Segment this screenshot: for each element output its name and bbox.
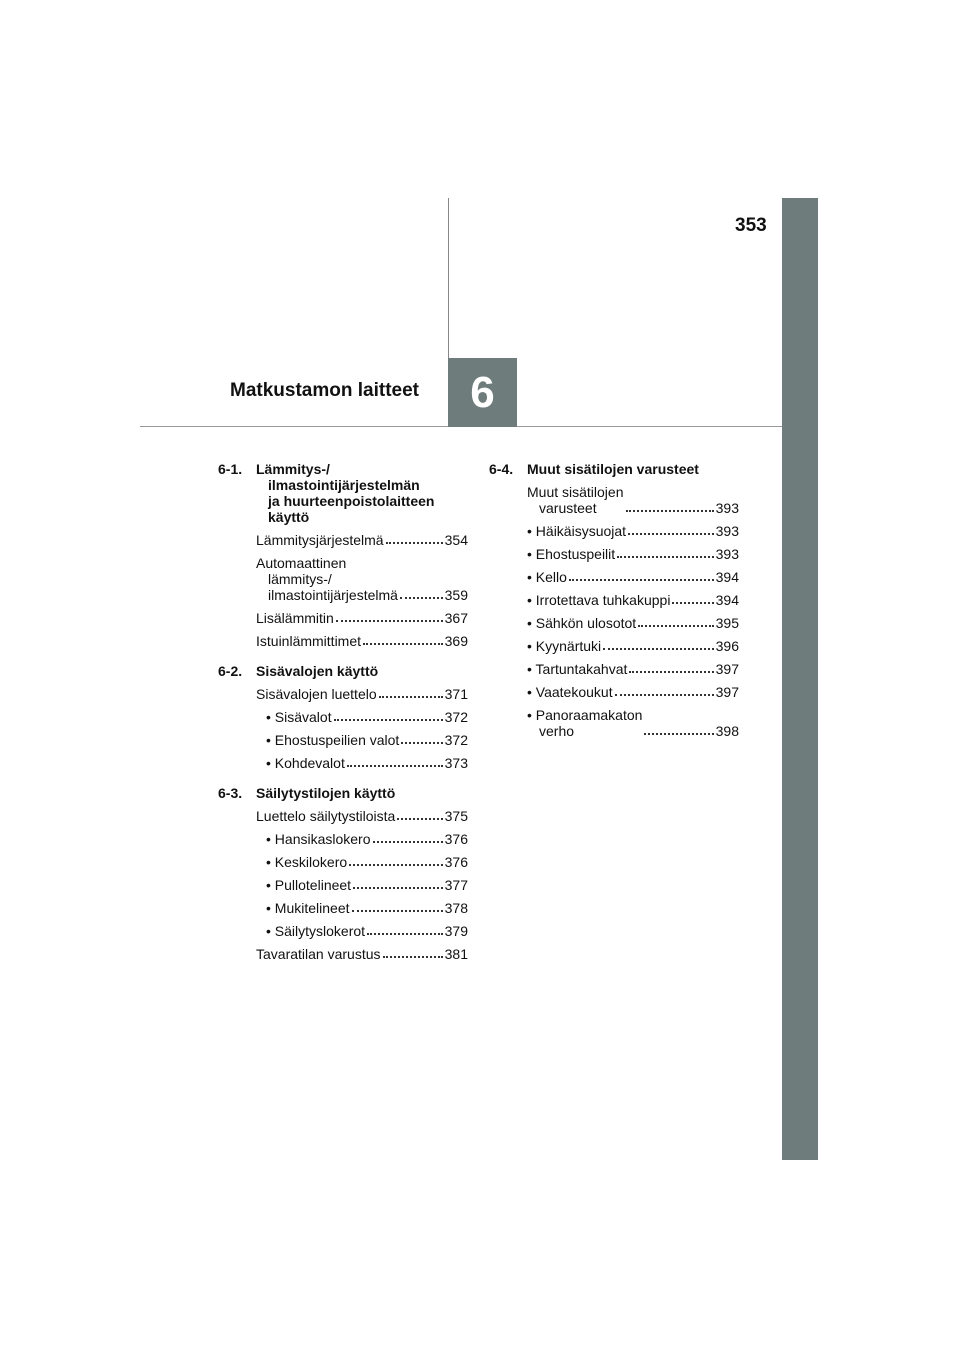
toc-entry[interactable]	[218, 532, 468, 548]
entry-label-line: • Mukitelineet	[266, 900, 350, 916]
entry-label	[256, 808, 395, 824]
entry-label	[266, 732, 399, 748]
toc-entry[interactable]	[489, 523, 739, 539]
entry-label-line: varusteet	[539, 500, 597, 516]
section-number: 6-2.	[218, 663, 243, 679]
toc-entry[interactable]	[489, 638, 739, 654]
dot-leader	[336, 620, 443, 622]
entry-label	[266, 831, 371, 847]
chapter-side-tab	[782, 198, 818, 1160]
entry-page-number: 393	[715, 523, 739, 539]
toc-subentry[interactable]	[218, 877, 468, 893]
section-gap	[218, 525, 468, 532]
toc-subentry[interactable]	[218, 854, 468, 870]
entry-label-line: • Tartuntakahvat	[527, 661, 628, 677]
section-gap	[489, 477, 739, 484]
section-title	[256, 785, 468, 801]
dot-leader	[352, 910, 443, 912]
dot-leader	[349, 864, 442, 866]
dot-leader	[367, 933, 443, 935]
entry-page-number: 359	[444, 587, 468, 603]
section-heading	[218, 785, 468, 801]
toc-subentry[interactable]	[218, 732, 468, 748]
section-gap	[218, 656, 468, 663]
dot-leader	[603, 648, 713, 650]
entry-label	[256, 532, 384, 548]
dot-leader	[629, 671, 713, 673]
entry-page-number: 373	[444, 755, 468, 771]
dot-leader	[569, 579, 714, 581]
toc-entry[interactable]	[489, 684, 739, 700]
entry-page-number: 394	[715, 569, 739, 585]
toc-subentry[interactable]	[218, 831, 468, 847]
toc-entry[interactable]	[489, 592, 739, 608]
entry-label	[527, 523, 626, 539]
dot-leader	[400, 597, 443, 599]
entry-label-line: Lisälämmitin	[256, 610, 334, 626]
section-title	[256, 663, 468, 679]
entry-label-line: verho	[539, 723, 575, 739]
entry-label-line: • Irrotettava tuhkakuppi	[527, 592, 671, 608]
section-gap	[218, 778, 468, 785]
section-title	[527, 461, 739, 477]
section-heading	[218, 461, 468, 525]
entry-label-line: • Pullotelineet	[266, 877, 352, 893]
section-title-line: Lämmitys-/	[256, 461, 330, 477]
dot-leader	[383, 956, 443, 958]
section-title-line: käyttö	[268, 509, 310, 525]
entry-label-line: Tavaratilan varustus	[256, 946, 381, 962]
entry-label-line: • Ehostuspeilit	[527, 546, 616, 562]
toc-entry[interactable]	[489, 615, 739, 631]
entry-label-line: • Ehostuspeilien valot	[266, 732, 400, 748]
section-number: 6-4.	[489, 461, 514, 477]
dot-leader	[638, 625, 713, 627]
entry-page-number: 376	[444, 831, 468, 847]
entry-label	[266, 923, 365, 939]
section-gap	[218, 679, 468, 686]
entry-label-line: • Panoraamakaton	[527, 707, 643, 723]
entry-page-number: 393	[715, 500, 739, 516]
dot-leader	[353, 887, 443, 889]
toc-subentry[interactable]	[218, 923, 468, 939]
entry-label-line: ilmastointijärjestelmä	[268, 587, 398, 603]
toc-entry[interactable]	[218, 555, 468, 603]
entry-page-number: 369	[444, 633, 468, 649]
entry-page-number: 354	[444, 532, 468, 548]
entry-label	[256, 610, 334, 626]
entry-label-line: Istuinlämmittimet	[256, 633, 362, 649]
dot-leader	[347, 765, 443, 767]
toc-subentry[interactable]	[218, 709, 468, 725]
entry-label	[256, 555, 398, 603]
section-title-line: Säilytystilojen käyttö	[256, 785, 396, 801]
entry-label-line: • Hansikaslokero	[266, 831, 371, 847]
dot-leader	[401, 742, 442, 744]
entry-page-number: 378	[444, 900, 468, 916]
entry-page-number: 398	[715, 723, 739, 739]
toc-entry[interactable]	[489, 484, 739, 516]
entry-page-number: 375	[444, 808, 468, 824]
dot-leader	[379, 696, 443, 698]
section-title	[256, 461, 468, 525]
entry-page-number: 397	[715, 684, 739, 700]
dot-leader	[615, 694, 714, 696]
entry-label	[527, 546, 615, 562]
dot-leader	[386, 542, 443, 544]
section-heading	[489, 461, 739, 477]
entry-label	[256, 946, 381, 962]
section-number: 6-1.	[218, 461, 243, 477]
dot-leader	[617, 556, 713, 558]
entry-label	[266, 755, 345, 771]
toc-subentry[interactable]	[218, 900, 468, 916]
entry-label-line: Automaattinen	[256, 555, 347, 571]
entry-label-line: Luettelo säilytystiloista	[256, 808, 396, 824]
entry-label-line: • Keskilokero	[266, 854, 348, 870]
section-title-line: Muut sisätilojen varusteet	[527, 461, 699, 477]
toc-entry[interactable]	[218, 686, 468, 702]
toc-entry[interactable]	[489, 569, 739, 585]
toc-entry[interactable]	[489, 661, 739, 677]
entry-label	[266, 854, 347, 870]
chapter-title: Matkustamon laitteet	[230, 380, 419, 401]
section-title-line: Sisävalojen käyttö	[256, 663, 379, 679]
entry-page-number: 393	[715, 546, 739, 562]
entry-label	[266, 900, 350, 916]
entry-label	[266, 709, 332, 725]
entry-page-number: 396	[715, 638, 739, 654]
entry-label-line: Sisävalojen luettelo	[256, 686, 377, 702]
entry-label	[527, 707, 642, 739]
entry-label-line: • Kello	[527, 569, 567, 585]
entry-page-number: 367	[444, 610, 468, 626]
entry-label-line: • Säilytyslokerot	[266, 923, 366, 939]
entry-label	[256, 633, 361, 649]
page-number: 353	[735, 215, 767, 236]
toc-entry[interactable]	[489, 707, 739, 739]
entry-label-line: Lämmitysjärjestelmä	[256, 532, 384, 548]
entry-page-number: 395	[715, 615, 739, 631]
entry-page-number: 397	[715, 661, 739, 677]
section-number: 6-3.	[218, 785, 243, 801]
entry-page-number: 376	[444, 854, 468, 870]
entry-label-line: • Kyynärtuki	[527, 638, 602, 654]
entry-label	[527, 615, 636, 631]
entry-label	[527, 684, 613, 700]
entry-page-number: 371	[444, 686, 468, 702]
header-vertical-rule	[448, 198, 449, 358]
entry-label	[266, 877, 351, 893]
entry-label	[527, 638, 601, 654]
entry-page-number: 372	[444, 709, 468, 725]
entry-label-line: • Sähkön ulosotot	[527, 615, 637, 631]
entry-page-number: 394	[715, 592, 739, 608]
dot-leader	[626, 510, 714, 512]
toc-left-column	[218, 461, 468, 969]
entry-page-number: 379	[444, 923, 468, 939]
section-title-line: ilmastointijärjestelmän	[268, 477, 420, 493]
entry-page-number: 381	[444, 946, 468, 962]
toc-entry[interactable]	[218, 633, 468, 649]
dot-leader	[397, 818, 442, 820]
toc-right-column	[489, 461, 739, 746]
dot-leader	[644, 733, 713, 735]
section-heading	[218, 663, 468, 679]
dot-leader	[672, 602, 713, 604]
section-gap	[218, 801, 468, 808]
entry-label-line: • Sisävalot	[266, 709, 332, 725]
toc-subentry[interactable]	[218, 755, 468, 771]
section-title-line: ja huurteenpoistolaitteen	[268, 493, 435, 509]
chapter-number-box: 6	[448, 358, 517, 427]
entry-page-number: 372	[444, 732, 468, 748]
entry-label	[256, 686, 377, 702]
dot-leader	[628, 533, 714, 535]
entry-label-line: Muut sisätilojen	[527, 484, 624, 500]
entry-label-line: • Kohdevalot	[266, 755, 345, 771]
entry-label	[527, 661, 627, 677]
dot-leader	[334, 719, 443, 721]
entry-label	[527, 592, 670, 608]
entry-label	[527, 569, 567, 585]
toc-entry[interactable]	[218, 946, 468, 962]
dot-leader	[363, 643, 443, 645]
entry-label-line: • Vaatekoukut	[527, 684, 613, 700]
dot-leader	[373, 841, 443, 843]
entry-page-number: 377	[444, 877, 468, 893]
toc-entry[interactable]	[489, 546, 739, 562]
toc-entry[interactable]	[218, 610, 468, 626]
entry-label	[527, 484, 624, 516]
toc-entry[interactable]	[218, 808, 468, 824]
entry-label-line: • Häikäisysuojat	[527, 523, 627, 539]
entry-label-line: lämmitys-/	[268, 571, 332, 587]
